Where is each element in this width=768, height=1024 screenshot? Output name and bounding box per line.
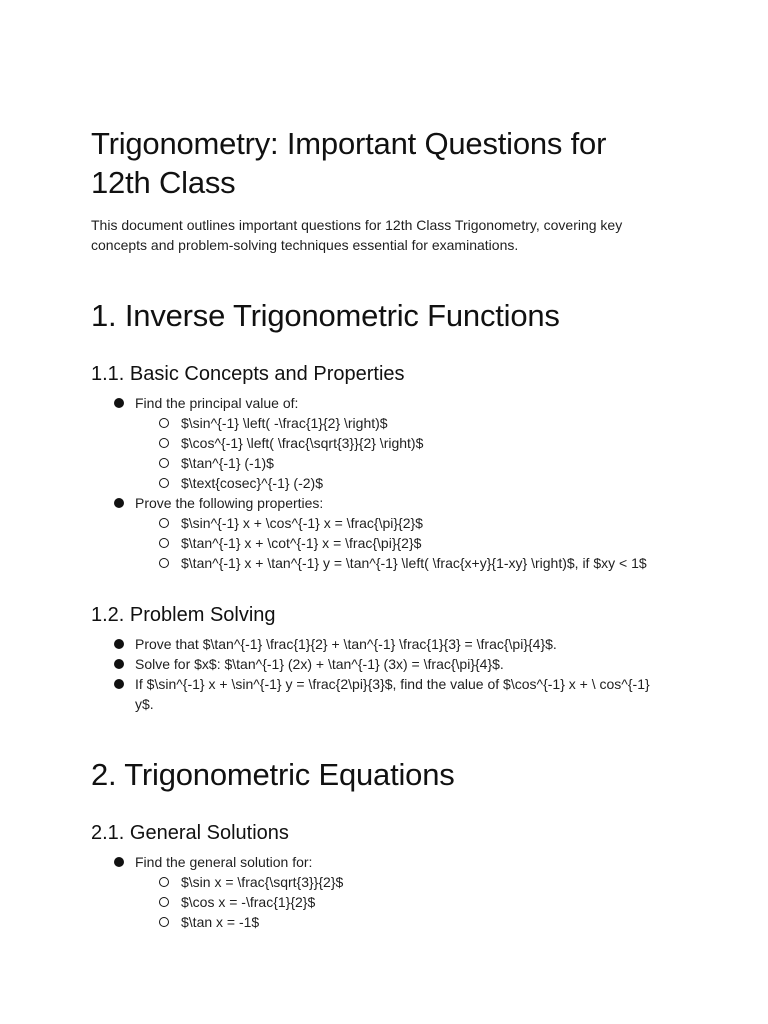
- list-item-text: If $\sin^{-1} x + \sin^{-1} y = \frac{2\pi}{3}$, find the value of $\cos^{-1} x + \ cos^{-1} y$.: [135, 676, 650, 712]
- document-title: Trigonometry: Important Questions for 12th Class: [91, 126, 607, 200]
- subsection-heading: 1.1. Basic Concepts and Properties: [91, 363, 405, 385]
- sub-list-item: [135, 453, 672, 473]
- list-item: [91, 852, 672, 932]
- sub-list-item: [135, 473, 672, 493]
- hollow-bullet-icon: [159, 438, 169, 448]
- list-item: [91, 493, 672, 573]
- subsection-heading: 1.2. Problem Solving: [91, 604, 276, 626]
- sub-bullet-list: [135, 413, 672, 493]
- list-item-text: Find the principal value of:: [135, 395, 299, 411]
- list-item: [91, 674, 672, 714]
- hollow-bullet-icon: [159, 458, 169, 468]
- sub-list-item: [135, 553, 672, 573]
- sub-list-item-text: $\sin x = \frac{\sqrt{3}}{2}$: [181, 874, 344, 890]
- sub-list-item-text: $\cos x = -\frac{1}{2}$: [181, 894, 316, 910]
- section-heading: 2. Trigonometric Equations: [91, 757, 455, 792]
- filled-bullet-icon: [114, 857, 124, 867]
- bullet-list: [91, 393, 672, 573]
- list-item-text: Prove the following properties:: [135, 495, 324, 511]
- filled-bullet-icon: [114, 498, 124, 508]
- list-item-text: Find the general solution for:: [135, 854, 313, 870]
- sub-list-item-text: $\tan^{-1} (-1)$: [181, 455, 274, 471]
- sub-list-item-text: $\text{cosec}^{-1} (-2)$: [181, 475, 323, 491]
- sub-list-item: [135, 912, 672, 932]
- list-item-text: Prove that $\tan^{-1} \frac{1}{2} + \tan^{-1} \frac{1}{3} = \frac{\pi}{4}$.: [135, 636, 557, 652]
- section-heading: 1. Inverse Trigonometric Functions: [91, 298, 560, 333]
- filled-bullet-icon: [114, 398, 124, 408]
- sub-list-item-text: $\cos^{-1} \left( \frac{\sqrt{3}}{2} \right)$: [181, 435, 424, 451]
- sub-bullet-list: [135, 872, 672, 932]
- hollow-bullet-icon: [159, 558, 169, 568]
- sub-list-item-text: $\tan^{-1} x + \cot^{-1} x = \frac{\pi}{2}$: [181, 535, 422, 551]
- sub-list-item-text: $\tan x = -1$: [181, 914, 260, 930]
- intro-paragraph: This document outlines important questions for 12th Class Trigonometry, covering key concepts and problem-solving techniques essential for examinations.: [91, 217, 623, 253]
- bullet-list: [91, 634, 672, 714]
- hollow-bullet-icon: [159, 518, 169, 528]
- sub-list-item: [135, 513, 672, 533]
- hollow-bullet-icon: [159, 877, 169, 887]
- hollow-bullet-icon: [159, 917, 169, 927]
- bullet-list: [91, 852, 672, 932]
- subsection-heading: 2.1. General Solutions: [91, 822, 289, 844]
- sub-list-item: [135, 413, 672, 433]
- hollow-bullet-icon: [159, 538, 169, 548]
- hollow-bullet-icon: [159, 418, 169, 428]
- list-item: [91, 654, 672, 674]
- sub-list-item: [135, 433, 672, 453]
- sub-list-item: [135, 533, 672, 553]
- sub-list-item: [135, 872, 672, 892]
- sub-list-item-text: $\sin^{-1} \left( -\frac{1}{2} \right)$: [181, 415, 388, 431]
- hollow-bullet-icon: [159, 897, 169, 907]
- list-item: [91, 634, 672, 654]
- filled-bullet-icon: [114, 679, 124, 689]
- sub-list-item-text: $\sin^{-1} x + \cos^{-1} x = \frac{\pi}{2}$: [181, 515, 423, 531]
- list-item-text: Solve for $x$: $\tan^{-1} (2x) + \tan^{-1} (3x) = \frac{\pi}{4}$.: [135, 656, 504, 672]
- list-item: [91, 393, 672, 493]
- sub-bullet-list: [135, 513, 672, 573]
- filled-bullet-icon: [114, 639, 124, 649]
- hollow-bullet-icon: [159, 478, 169, 488]
- sub-list-item: [135, 892, 672, 912]
- filled-bullet-icon: [114, 659, 124, 669]
- sub-list-item-text: $\tan^{-1} x + \tan^{-1} y = \tan^{-1} \left( \frac{x+y}{1-xy} \right)$, if $xy < 1$: [181, 555, 647, 571]
